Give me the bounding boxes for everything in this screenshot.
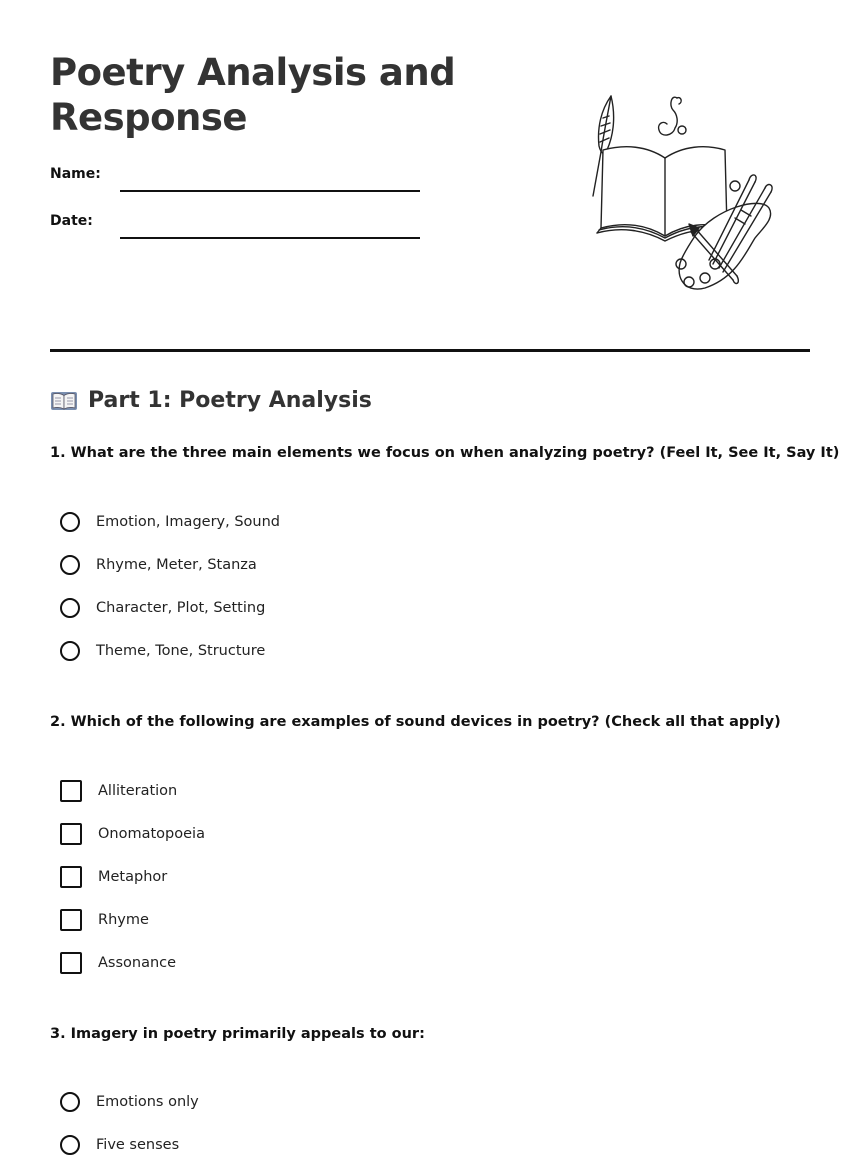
page-title: Poetry Analysis and Response [50,51,456,139]
book-quill-palette-icon [585,88,780,298]
question-1-prompt: 1. What are the three main elements we focus on when analyzing poetry? (Feel It, See It, Say It) [50,445,840,461]
q2-option-4[interactable] [60,907,149,933]
option-label: Metaphor [98,869,168,885]
q1-option-2[interactable] [60,552,257,578]
open-book-icon [50,389,78,413]
name-field[interactable] [120,166,420,192]
option-label: Alliteration [98,783,178,799]
checkbox[interactable] [60,909,82,931]
q2-option-1[interactable] [60,778,177,804]
option-label: Rhyme, Meter, Stanza [96,557,257,573]
option-label: Rhyme [98,912,149,928]
option-label: Theme, Tone, Structure [96,643,266,659]
radio-button[interactable] [60,512,80,532]
part1-heading [50,388,372,413]
q2-option-5[interactable] [60,950,176,976]
option-label: Emotions only [96,1094,199,1110]
checkbox[interactable] [60,866,82,888]
radio-button[interactable] [60,641,80,661]
option-label: Emotion, Imagery, Sound [96,514,280,530]
option-label: Character, Plot, Setting [96,600,266,616]
option-label: Five senses [96,1137,180,1153]
question-3-prompt: 3. Imagery in poetry primarily appeals to our: [50,1026,425,1042]
question-2-prompt: 2. Which of the following are examples of sound devices in poetry? (Check all that apply) [50,714,781,730]
option-label: Onomatopoeia [98,826,205,842]
name-label: Name: [50,166,101,182]
checkbox[interactable] [60,823,82,845]
radio-button[interactable] [60,1135,80,1155]
radio-button[interactable] [60,1092,80,1112]
option-label: Assonance [98,955,177,971]
q1-option-3[interactable] [60,595,265,621]
q1-option-4[interactable] [60,638,265,664]
q1-option-1[interactable] [60,509,280,535]
radio-button[interactable] [60,555,80,575]
q2-option-2[interactable] [60,821,205,847]
header-divider [50,349,810,352]
part1-heading-label: Part 1: Poetry Analysis [88,388,372,413]
q3-option-1[interactable] [60,1089,199,1115]
date-field[interactable] [120,213,420,239]
q2-option-3[interactable] [60,864,167,890]
date-label: Date: [50,213,93,229]
checkbox[interactable] [60,952,82,974]
checkbox[interactable] [60,780,82,802]
q3-option-2[interactable] [60,1132,179,1158]
radio-button[interactable] [60,598,80,618]
